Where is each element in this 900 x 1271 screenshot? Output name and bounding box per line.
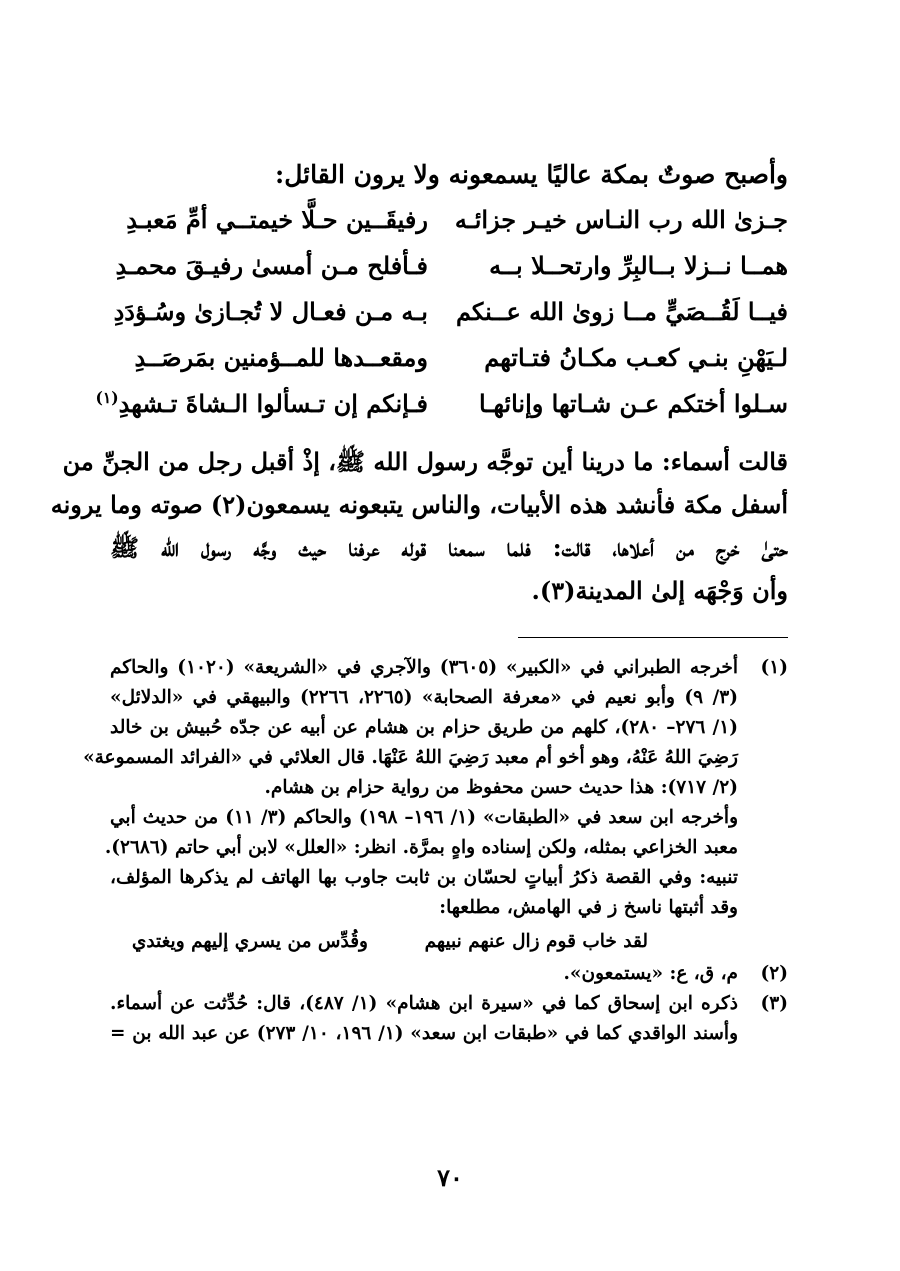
footnote-verse	[110, 923, 738, 959]
poem-verse	[108, 246, 788, 292]
verse-text: فـإنكم إن تـسألوا الـشاةَ تـشهدِ	[118, 389, 428, 418]
poem-verse	[108, 200, 788, 246]
footnote-line: (٣/ ٩) وأبو نعيم في «معرفة الصحابة» (٢٢٦٥، ٢٢٦٦) والبيهقي في «الدلائل»	[110, 687, 738, 708]
verse-second-hemistich: بـه مـن فعـال لا تُجـازىٰ وسُـؤدَدِ	[113, 297, 428, 326]
footnote-number: (٣)	[760, 993, 788, 1014]
verse-second-hemistich: ومقعــدها للمــؤمنين بمَرصَــدِ	[134, 343, 428, 372]
narrative-line: قالت أسماء: ما درينا أين توجَّه رسول الله ﷺ، إذْ أقبل رجل من الجنِّ من	[62, 447, 788, 476]
footnote-separator	[518, 637, 788, 638]
footnote-line: وقد أثبتها ناسخ ز في الهامش، مطلعها:	[439, 897, 738, 918]
page-number: ٧٠	[437, 1163, 463, 1192]
verse-first-hemistich: همــا نــزلا بــالبِرِّ وارتحــلا بــه	[489, 251, 788, 280]
footnote-1	[83, 653, 788, 959]
footnote-line: وأخرجه ابن سعد في «الطبقات» (١/ ١٩٦– ١٩٨) والحاكم (٣/ ١١) من حديث أبي	[110, 807, 739, 828]
footnote-line: (١/ ٢٧٦– ٢٨٠)، كلهم من طريق حزام بن هشام عن أبيه عن جدّه حُبيش بن خالد	[110, 717, 738, 738]
footnote-line: وأسند الواقدي كما في «طبقات ابن سعد» (١/ ١٩٦، ١٠/ ٢٧٣) عن عبد الله بن =	[110, 1023, 739, 1044]
narrative-line: وأن وَجْهَه إلىٰ المدينة(٣).	[531, 576, 788, 605]
verse-second-hemistich: فـأفلح مـن أمسىٰ رفيـقَ محمـدِ	[115, 251, 428, 280]
poem	[95, 200, 788, 430]
poem-verse	[108, 292, 788, 338]
footnote-line: ذكره ابن إسحاق كما في «سيرة ابن هشام» (١/ ٤٨٧)، قال: حُدِّثت عن أسماء.	[110, 993, 738, 1014]
footnote-line: رَضِيَ اللهُ عَنْهُ، وهو أخو أم معبد رَضِيَ اللهُ عَنْهَا. قال العلائي في «الفرائد المسموعة»	[83, 747, 738, 768]
verse-first-hemistich: لقد خاب قوم زال عنهم نبيهم	[424, 931, 648, 952]
intro-line: وأصبح صوتٌ بمكة عاليًا يسمعونه ولا يرون القائل:	[275, 160, 788, 189]
footnote-3	[110, 989, 788, 1049]
verse-first-hemistich: جـزىٰ الله رب النـاس خيـر جزائـه	[454, 205, 788, 234]
narrative-paragraph	[50, 440, 788, 612]
footnotes	[83, 653, 788, 1049]
verse-first-hemistich: فيــا لَقُــصَيٍّ مــا زوىٰ الله عــنكم	[455, 297, 788, 326]
footnote-line: تنبيه: وفي القصة ذكرُ أبياتٍ لحسّان بن ثابت جاوب بها الهاتف لم يذكرها المؤلف،	[110, 867, 738, 888]
footnote-marker[interactable]: (١)	[95, 388, 119, 407]
footnote-number: (٢)	[760, 963, 788, 984]
footnote-number: (١)	[760, 657, 788, 678]
poem-verse	[95, 384, 788, 430]
verse-first-hemistich: سـلوا أختكم عـن شـاتها وإنائهـا	[478, 389, 788, 418]
narrative-line: حتىٰ خرج من أعلاها، قالت: فلما سمعنا قوله عرفنا حيث وجَّه رسول الله ﷺ	[110, 533, 788, 562]
verse-first-hemistich: لـيَهْنِ بنـي كعـب مكـانُ فتـاتهم	[484, 343, 788, 372]
verse-second-hemistich: رفيقَــين حـلَّا خيمتــي أمِّ مَعبـدِ	[126, 205, 428, 234]
footnote-2	[110, 959, 788, 989]
footnote-line: أخرجه الطبراني في «الكبير» (٣٦٠٥) والآجري في «الشريعة» (١٠٢٠) والحاكم	[110, 657, 739, 678]
footnote-line: معبد الخزاعي بمثله، ولكن إسناده واهٍ بمرَّة. انظر: «العلل» لابن أبي حاتم (٢٦٨٦).	[104, 837, 738, 858]
footnote-line: م، ق، ع: «يستمعون».	[563, 963, 738, 984]
narrative-line: أسفل مكة فأنشد هذه الأبيات، والناس يتبعونه يسمعون(٢) صوته وما يرونه	[50, 490, 788, 519]
footnote-line: (٢/ ٧١٧): هذا حديث حسن محفوظ من رواية حزام بن هشام.	[264, 777, 738, 798]
verse-second-hemistich	[95, 384, 428, 424]
poem-verse	[108, 338, 788, 384]
verse-second-hemistich: وقُدِّس من يسري إليهم ويغتدي	[131, 931, 368, 952]
